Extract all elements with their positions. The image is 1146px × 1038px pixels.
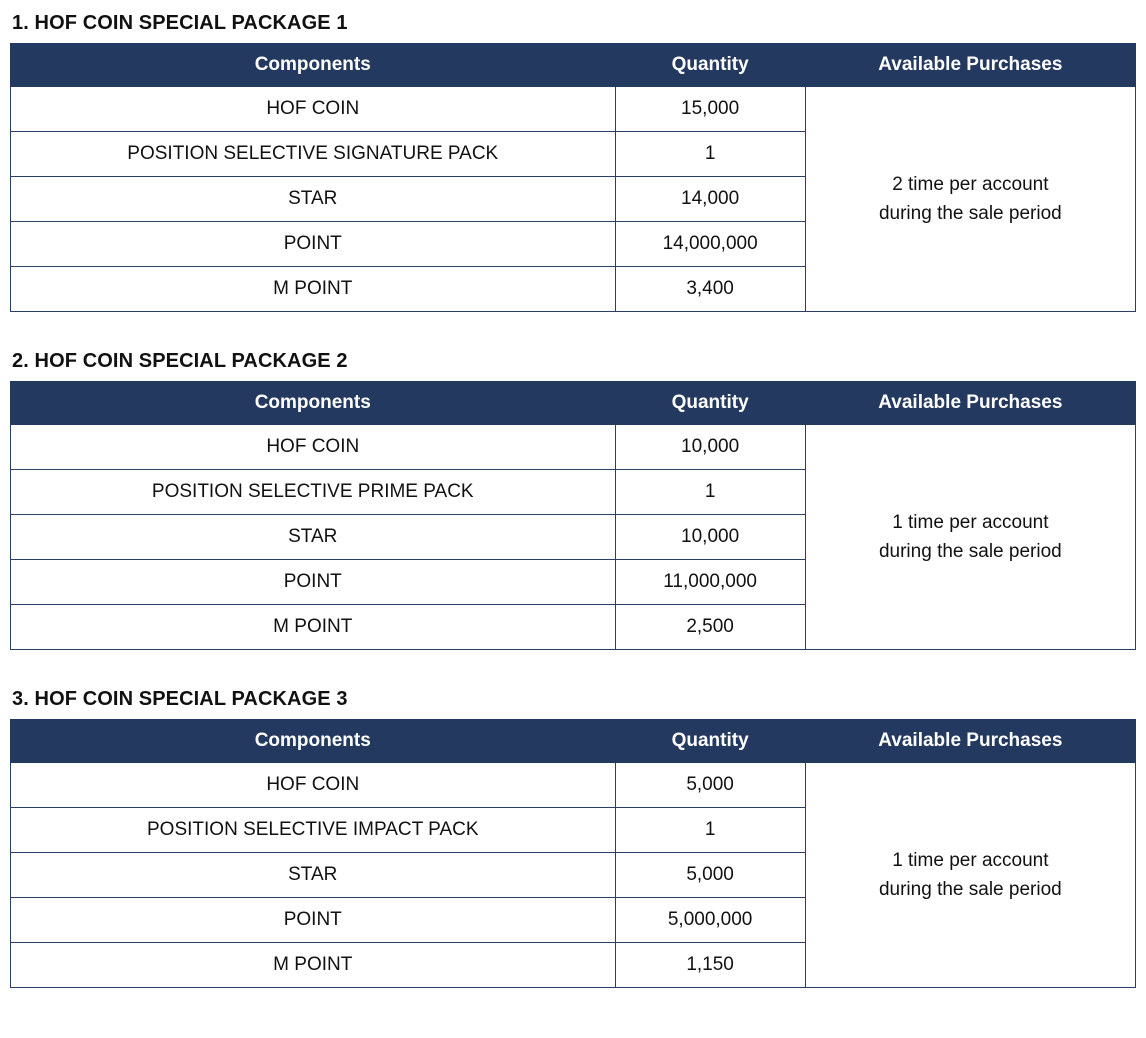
cell-component: M POINT (11, 943, 616, 988)
package-title: 3. HOF COIN SPECIAL PACKAGE 3 (12, 688, 348, 710)
cell-component: POINT (11, 222, 616, 267)
cell-quantity: 1 (615, 470, 805, 515)
header-row (11, 382, 1136, 425)
package-title: 1. HOF COIN SPECIAL PACKAGE 1 (12, 12, 348, 34)
available-line-1: 2 time per account (892, 173, 1049, 195)
cell-component: HOF COIN (11, 763, 616, 808)
available-line-2: during the sale period (878, 203, 1062, 224)
package-table (10, 43, 1136, 312)
cell-quantity: 3,400 (615, 267, 805, 312)
package-table (10, 719, 1136, 988)
column-header-available-purchases: Available Purchases (805, 382, 1135, 425)
cell-quantity: 10,000 (615, 425, 805, 470)
cell-component: HOF COIN (11, 425, 616, 470)
cell-component: POINT (11, 898, 616, 943)
column-header-quantity: Quantity (615, 382, 805, 425)
cell-quantity: 1,150 (615, 943, 805, 988)
column-header-quantity: Quantity (615, 720, 805, 763)
cell-quantity: 14,000 (615, 177, 805, 222)
cell-quantity: 5,000,000 (615, 898, 805, 943)
column-header-available-purchases: Available Purchases (805, 720, 1135, 763)
cell-quantity: 2,500 (615, 605, 805, 650)
table-body (11, 425, 1136, 650)
cell-quantity: 14,000,000 (615, 222, 805, 267)
cell-quantity: 5,000 (615, 763, 805, 808)
package-section-2 (10, 350, 1136, 650)
table-row (11, 763, 1136, 808)
package-table (10, 381, 1136, 650)
cell-quantity: 5,000 (615, 853, 805, 898)
cell-available-purchases (805, 87, 1135, 312)
table-row (11, 425, 1136, 470)
column-header-quantity: Quantity (615, 44, 805, 87)
cell-component: HOF COIN (11, 87, 616, 132)
cell-component: POSITION SELECTIVE SIGNATURE PACK (11, 132, 616, 177)
cell-quantity: 15,000 (615, 87, 805, 132)
column-header-available-purchases: Available Purchases (805, 44, 1135, 87)
cell-component: STAR (11, 177, 616, 222)
cell-quantity: 1 (615, 808, 805, 853)
cell-component: POINT (11, 560, 616, 605)
cell-component: POSITION SELECTIVE PRIME PACK (11, 470, 616, 515)
cell-component: STAR (11, 853, 616, 898)
cell-available-purchases (805, 763, 1135, 988)
table-body (11, 87, 1136, 312)
package-section-3 (10, 688, 1136, 988)
header-row (11, 720, 1136, 763)
cell-quantity: 1 (615, 132, 805, 177)
cell-component: POSITION SELECTIVE IMPACT PACK (11, 808, 616, 853)
cell-component: STAR (11, 515, 616, 560)
table-header (11, 720, 1136, 763)
table-row (11, 87, 1136, 132)
column-header-components: Components (11, 382, 616, 425)
available-line-2: during the sale period (878, 541, 1062, 562)
available-line-1: 1 time per account (892, 849, 1049, 871)
table-header (11, 44, 1136, 87)
header-row (11, 44, 1136, 87)
available-line-1: 1 time per account (892, 511, 1049, 533)
cell-quantity: 10,000 (615, 515, 805, 560)
cell-quantity: 11,000,000 (615, 560, 805, 605)
cell-available-purchases (805, 425, 1135, 650)
table-body (11, 763, 1136, 988)
package-section-1 (10, 12, 1136, 312)
cell-component: M POINT (11, 605, 616, 650)
column-header-components: Components (11, 44, 616, 87)
column-header-components: Components (11, 720, 616, 763)
package-title: 2. HOF COIN SPECIAL PACKAGE 2 (12, 350, 348, 372)
table-header (11, 382, 1136, 425)
cell-component: M POINT (11, 267, 616, 312)
available-line-2: during the sale period (878, 879, 1062, 900)
